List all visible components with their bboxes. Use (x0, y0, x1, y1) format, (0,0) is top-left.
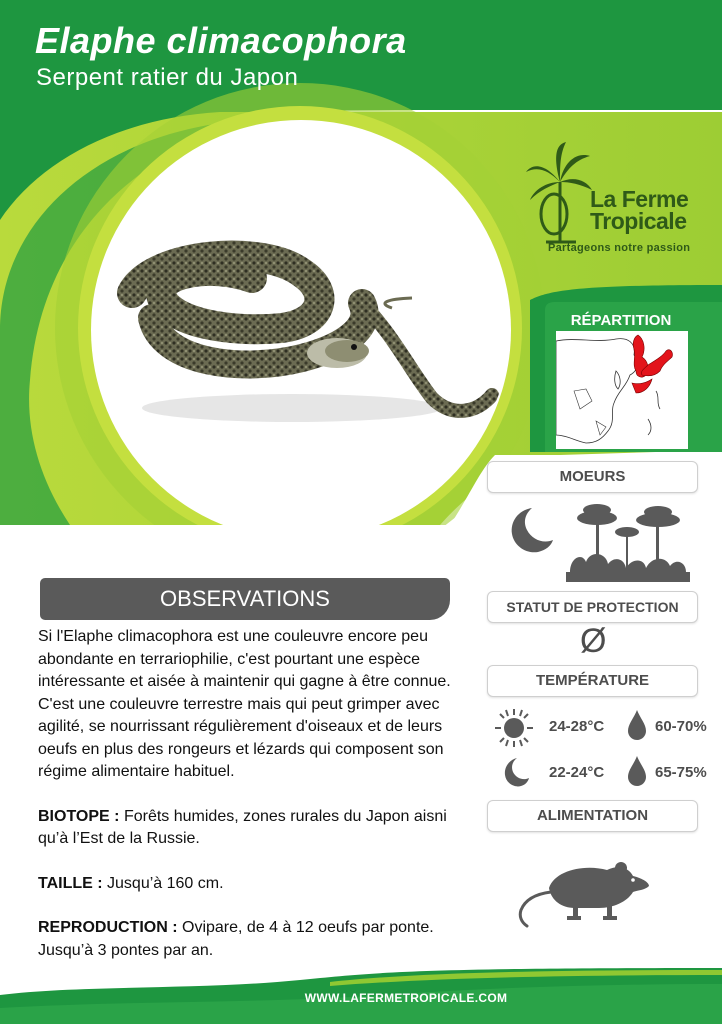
reproduction-text: Ovipare, de 4 à 12 oeufs par ponte. Jusqu’à 3 pontes par an. (38, 919, 434, 959)
biotope-paragraph (38, 806, 458, 851)
biotope-text: Forêts humides, zones rurales du Japon aisni qu’à l’Est de la Russie. (38, 807, 447, 847)
taille-text: Jusqu’à 160 cm. (102, 874, 224, 892)
night-moon-icon (503, 757, 529, 787)
forest-icon (566, 502, 690, 582)
reproduction-paragraph (38, 917, 458, 962)
humidity-drop-icon (628, 756, 646, 786)
snake-photo (92, 133, 510, 528)
day-temperature: 24-28°C (549, 718, 605, 735)
protection-status-value: Ø (580, 622, 607, 660)
rat-icon (515, 858, 651, 928)
website-link[interactable]: WWW.LAFERMETROPICALE.COM (304, 991, 508, 1005)
humidity-drop-icon (628, 710, 646, 740)
observations-text (38, 626, 458, 962)
alimentation-label: ALIMENTATION (487, 800, 698, 832)
brand-tagline: Partageons notre passion (548, 242, 691, 254)
observations-heading: OBSERVATIONS (40, 578, 450, 620)
biotope-label: BIOTOPE : (38, 807, 120, 825)
night-humidity: 65-75% (655, 764, 707, 781)
page-subtitle: Serpent ratier du Japon (36, 64, 299, 91)
observations-intro: Si l'Elaphe climacophora est une couleuvre encore peu abondante en terrariophilie, c'est pourtant une espèce intéressante et aisée à maintenir qui gagne à être connue. C'est une couleuvre terrestre mais qui peut grimper avec agilité, se nourrissant régulièrement d'oiseaux et de leurs oeufs en plus des rongeurs et lézards qui composent son régime alimentaire habituel. (38, 628, 451, 780)
brand-name-line1: La Ferme (590, 186, 689, 212)
temperature-label: TEMPÉRATURE (487, 665, 698, 697)
brand-name (590, 188, 688, 232)
taille-paragraph (38, 873, 458, 896)
moon-icon (508, 506, 554, 554)
taille-label: TAILLE : (38, 874, 103, 892)
protection-status-label: STATUT DE PROTECTION (487, 591, 698, 623)
brand-name-line2: Tropicale (590, 208, 687, 234)
page-title: Elaphe climacophora (35, 20, 407, 61)
brand-logo (524, 142, 704, 262)
day-humidity: 60-70% (655, 718, 707, 735)
moeurs-label: MOEURS (487, 461, 698, 493)
sun-icon (494, 708, 534, 748)
night-temperature: 22-24°C (549, 764, 605, 781)
repartition-label: RÉPARTITION (570, 312, 672, 329)
palm-tree-logo-icon (524, 142, 594, 252)
reproduction-label: REPRODUCTION : (38, 919, 178, 936)
range-map (556, 331, 688, 449)
